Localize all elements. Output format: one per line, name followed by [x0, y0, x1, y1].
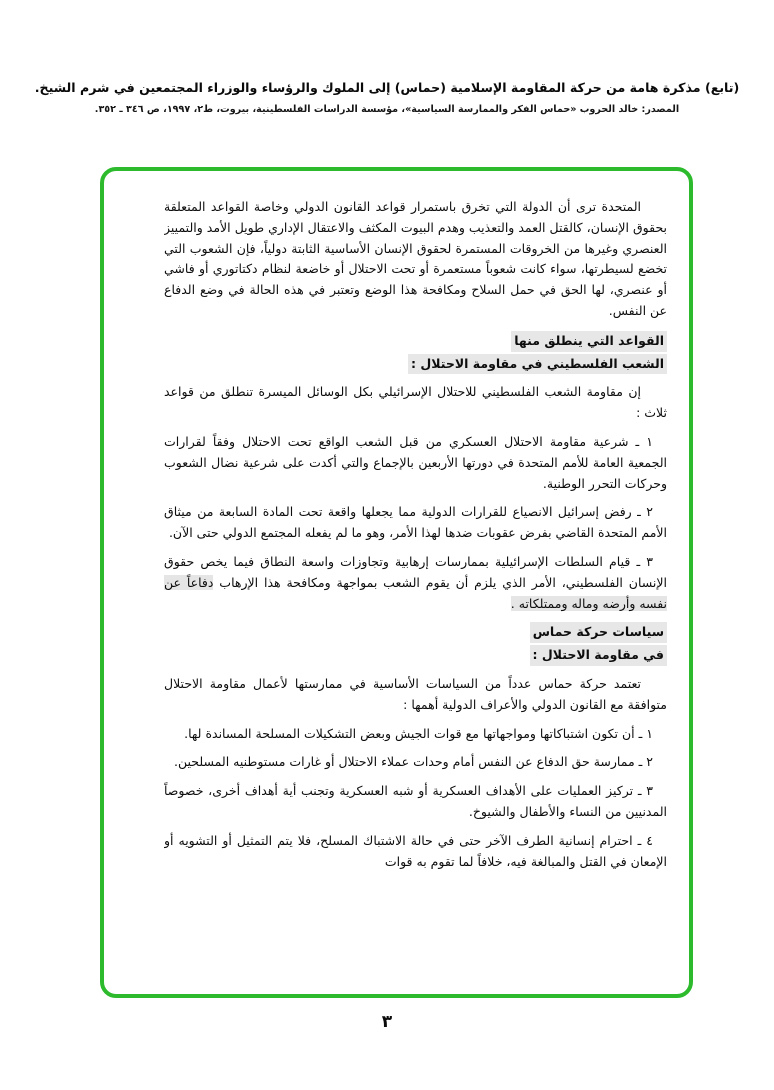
list-item-2	[164, 502, 667, 544]
heading-text: سياسات حركة حماس	[530, 622, 667, 643]
highlighted-text: دفاعاً عن نفسه وأرضه وماله وممتلكاته .	[164, 574, 667, 611]
section1-heading	[164, 331, 667, 375]
list-item-text: ٢ ـ رفض إسرائيل الانصياع للقرارات الدولية مما يجعلها واقعة تحت المادة السابعة من ميثاق الأمم المتحدة القاضي بفرض عقوبات ضدها لهذا الأمر، وهو ما لم يفعله المجتمع الدولي حتى الآن.	[164, 504, 667, 541]
source-citation: المصدر: خالد الحروب «حماس الفكر والممارسة السياسية»، مؤسسة الدراسات الفلسطينية، بيروت، ط٢، ١٩٩٧، ص ٣٤٦ ـ ٣٥٢.	[94, 104, 680, 115]
list-item-text: ١ ـ أن تكون اشتباكاتها ومواجهاتها مع قوات الجيش وبعض التشكيلات المسلحة المساندة لها.	[184, 725, 653, 741]
list-item-4	[164, 831, 667, 873]
section2-heading	[164, 622, 667, 666]
document-body	[164, 197, 667, 982]
section1-lead-paragraph: إن مقاومة الشعب الفلسطيني للاحتلال الإسرائيلي بكل الوسائل الميسرة تنطلق من قواعد ثلاث :	[164, 384, 667, 421]
list-item-2	[164, 752, 667, 773]
section1-heading-line2	[164, 354, 667, 375]
list-item-3	[164, 552, 667, 614]
list-item-3	[164, 781, 667, 823]
list-item-1	[164, 724, 667, 745]
section2-lead-paragraph: تعتمد حركة حماس عدداً من السياسات الأساسية في ممارستها لأعمال مقاومة الاحتلال متوافقة مع القانون الدولي والأعراف الدولية أهمها :	[164, 675, 667, 712]
list-item-text: ٣ ـ تركيز العمليات على الأهداف العسكرية أو شبه العسكرية وتجنب أية أهداف أخرى، خصوصاً المدنيين من النساء والأطفال والشيوخ.	[164, 783, 667, 819]
list-item-text: ٢ ـ ممارسة حق الدفاع عن النفس أمام وحدات عملاء الاحتلال أو غارات مستوطنيه المسلحين.	[174, 754, 653, 770]
heading-text: الشعب الفلسطيني في مقاومة الاحتلال :	[408, 354, 667, 375]
section1-heading-line1	[164, 331, 667, 352]
list-item-text: ٤ ـ احترام إنسانية الطرف الآخر حتى في حالة الاشتباك المسلح، فلا يتم التمثيل أو التشويه أو الإمعان في القتل والمبالغة فيه، خلافاً لما تقوم به قوات	[164, 832, 667, 869]
list-item-text: ٣ ـ قيام السلطات الإسرائيلية بممارسات إرهابية وتجاوزات واسعة النطاق فيما يخص حقوق الإنسان الفلسطيني، الأمر الذي يلزم أن يقوم الشعب بمواجهة ومكافحة هذا الإرهاب	[164, 553, 667, 590]
list-item-1	[164, 432, 667, 494]
section2-heading-line2	[164, 645, 667, 666]
page-number: ٣	[381, 1012, 393, 1032]
green-border-frame	[100, 167, 693, 998]
list-item-text: ١ ـ شرعية مقاومة الاحتلال العسكري من قبل الشعب الواقع تحت الاحتلال وفقاً لقرارات الجمعية العامة للأمم المتحدة في دورتها الأربعين بالإجماع والتي أكدت على شرعية نضال الشعوب وحركات التحرر الوطنية.	[164, 433, 667, 491]
heading-text: في مقاومة الاحتلال :	[530, 645, 667, 666]
intro-paragraph: المتحدة ترى أن الدولة التي تخرق باستمرار قواعد القانون الدولي وخاصة القواعد المتعلقة بحقوق الإنسان، كالقتل العمد والتعذيب وهدم البيوت المكثف والاعتقال الإداري طويل الأمد والتمييز العنصري وغيرها من الخروقات المستمرة لحقوق الإنسان الأساسية الثابتة دولياً، فإن الشعوب التي تخضع لسيطرتها، سواء كانت شعوباً مستعمرة أو تحت الاحتلال أو خاضعة لنظام دكتاتوري أو فاشي أو عنصري، لها الحق في حمل السلاح ومكافحة هذا الوضع وتعتبر في هذه الحالة في وضع الدفاع عن النفس.	[164, 199, 667, 318]
document-header	[30, 80, 744, 115]
heading-text: القواعد التي ينطلق منها	[511, 331, 667, 352]
page-title: (تابع) مذكرة هامة من حركة المقاومة الإسلامية (حماس) إلى الملوك والرؤساء والوزراء المجتمعين في شرم الشيخ.	[34, 80, 740, 95]
section2-heading-line1	[164, 622, 667, 643]
